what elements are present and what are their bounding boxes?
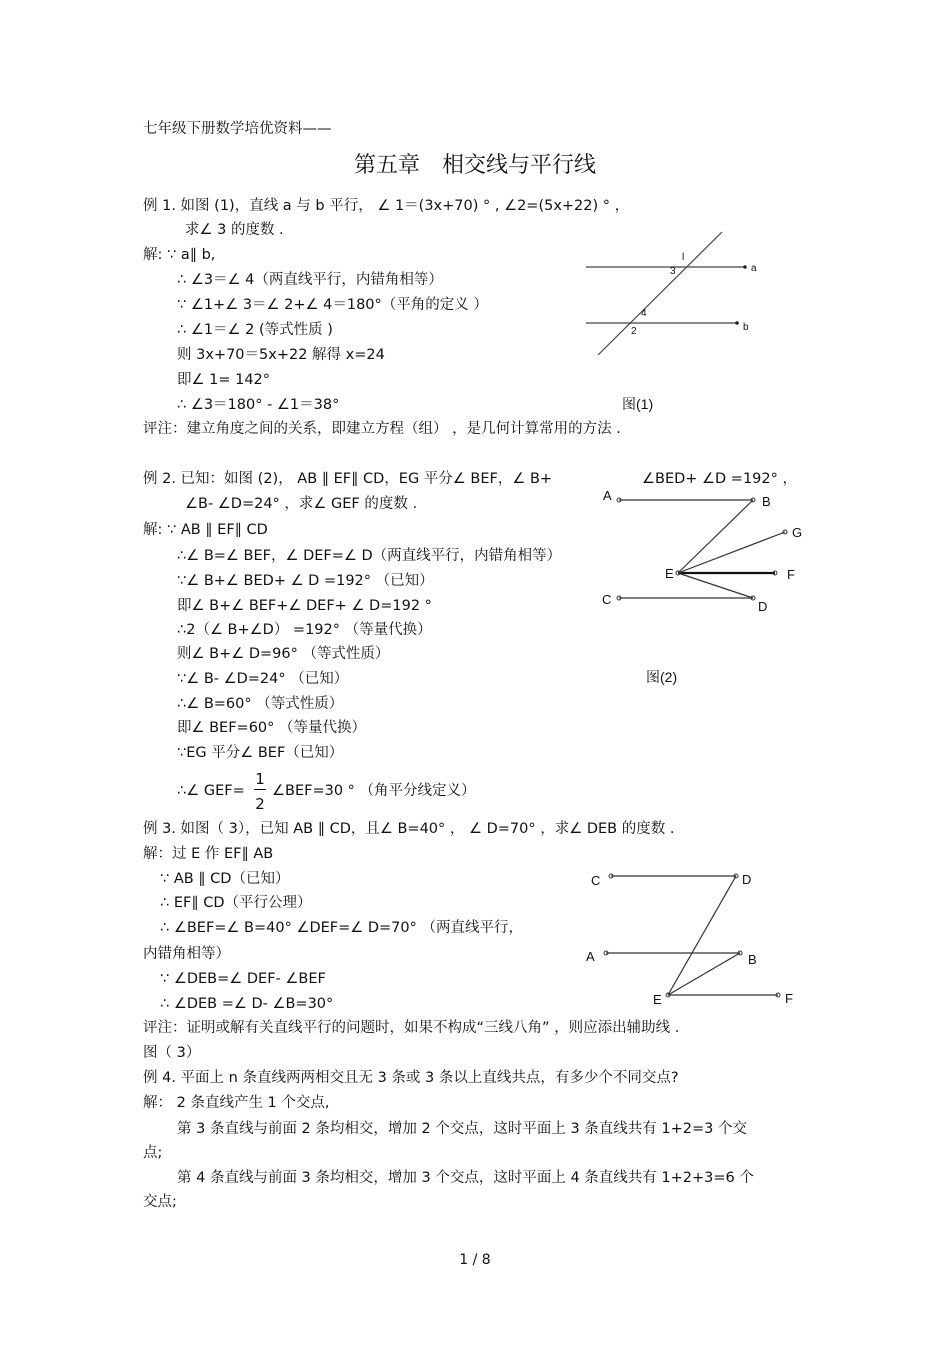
segment-eb: [668, 953, 740, 995]
label-A: A: [586, 949, 595, 964]
text-line: 交点;: [143, 1194, 177, 1210]
fraction-numerator: 1: [255, 770, 265, 788]
fraction-denominator: 2: [255, 795, 265, 813]
text-line: 即∠ 1= 142°: [177, 372, 271, 388]
text-line: ∴ ∠3＝180° - ∠1＝38°: [177, 397, 340, 413]
text-line: 解： 2 条直线产生 1 个交点,: [143, 1095, 330, 1111]
chapter-title: 第五章 相交线与平行线: [353, 153, 596, 178]
text-line: 例 1. 如图 (1)，直线 a 与 b 平行， ∠ 1＝(3x+70) ° , ∠2=(5x+22) ° ，: [143, 198, 630, 214]
text-line: ∴2（∠ B+∠D） =192° （等量代换）: [177, 622, 432, 638]
label-C: C: [591, 873, 601, 888]
text-line: 则∠ B+∠ D=96° （等式性质）: [177, 646, 390, 662]
label-E: E: [653, 992, 662, 1007]
text-line: ∠BED+ ∠D =192° ，: [642, 471, 797, 487]
text-line: ∵∠ B- ∠D=24° （已知）: [177, 671, 349, 687]
label-D: D: [758, 599, 768, 614]
text-line: 即∠ B+∠ BEF+∠ DEF+ ∠ D=192 °: [177, 598, 432, 614]
gef-prefix: ∴∠ GEF=: [177, 783, 245, 799]
label-angle-4: 4: [641, 308, 647, 319]
text-line: 点;: [143, 1145, 163, 1161]
text-line: ∴ ∠3＝∠ 4（两直线平行，内错角相等）: [177, 272, 443, 288]
page-number: 1 / 8: [459, 1252, 491, 1268]
text-line: ∠B- ∠D=24° ，求∠ GEF 的度数 .: [185, 496, 418, 512]
text-line: ∴∠ B=∠ BEF，∠ DEF=∠ D（两直线平行，内错角相等）: [177, 548, 562, 564]
text-line: 例 2. 已知：如图 (2)， AB ∥ EF∥ CD，EG 平分∠ BEF，∠ B+: [143, 471, 553, 487]
text-line: ∴ ∠BEF=∠ B=40° ∠DEF=∠ D=70° （两直线平行，: [160, 920, 523, 936]
text-line: 解: ∵ AB ∥ EF∥ CD: [143, 522, 268, 538]
caption-fig2: 图(2): [646, 669, 678, 685]
text-line: 评注：证明或解有关直线平行的问题时，如果不构成“三线八角” ，则应添出辅助线 .: [143, 1020, 680, 1036]
segment-ed: [668, 876, 736, 995]
label-B: B: [748, 952, 757, 967]
doc-header: 七年级下册数学培优资料——: [143, 121, 332, 137]
text-line: 即∠ BEF=60° （等量代换）: [177, 720, 367, 736]
text-line: 评注：建立角度之间的关系，即建立方程（组） ，是几何计算常用的方法 .: [143, 421, 621, 437]
text-line: 内错角相等）: [143, 946, 230, 962]
text-line: 则 3x+70＝5x+22 解得 x=24: [177, 347, 385, 363]
text-line: 图（ 3）: [143, 1045, 201, 1061]
label-angle-3: 3: [670, 266, 676, 277]
label-l: l: [682, 252, 685, 263]
gef-suffix: ∠BEF=30 ° （角平分线定义）: [272, 783, 476, 799]
label-A: A: [603, 488, 612, 503]
label-G: G: [792, 525, 803, 540]
text-line: 第 3 条直线与前面 2 条均相交，增加 2 个交点，这时平面上 3 条直线共有 1+2=3 个交: [177, 1121, 747, 1137]
text-line: 例 4. 平面上 n 条直线两两相交且无 3 条或 3 条以上直线共点，有多少个不同交点?: [143, 1070, 679, 1086]
text-line: ∵EG 平分∠ BEF（已知）: [177, 745, 344, 761]
caption-fig1: 图(1): [622, 396, 654, 412]
text-line: ∴ ∠DEB =∠ D- ∠B=30°: [160, 996, 334, 1012]
label-D: D: [742, 872, 752, 887]
text-line: 第 4 条直线与前面 3 条均相交，增加 3 个交点，这时平面上 4 条直线共有 1+2+3=6 个: [177, 1170, 754, 1186]
text-line: ∵∠ B+∠ BED+ ∠ D =192° （已知）: [177, 573, 434, 589]
label-a: a: [751, 263, 757, 274]
text-line: ∵ ∠1+∠ 3＝∠ 2+∠ 4＝180°（平角的定义 ）: [177, 297, 488, 313]
text-line: 例 3. 如图（ 3），已知 AB ∥ CD，且∠ B=40° ， ∠ D=70° ，求∠ DEB 的度数 .: [143, 821, 675, 837]
text-line: 求∠ 3 的度数 .: [185, 222, 284, 238]
label-C: C: [602, 592, 612, 607]
label-B: B: [762, 494, 771, 509]
label-b: b: [743, 322, 749, 333]
text-line: ∵ AB ∥ CD（已知）: [160, 871, 290, 887]
text-line: ∴∠ B=60° （等式性质）: [177, 696, 344, 712]
text-line: ∴ ∠1＝∠ 2 (等式性质 ): [177, 322, 333, 338]
text-line: 解: ∵ a∥ b,: [143, 247, 216, 263]
label-E: E: [665, 566, 674, 581]
text-line: ∴ EF∥ CD（平行公理）: [160, 895, 312, 911]
label-angle-2: 2: [631, 326, 637, 337]
label-F: F: [787, 567, 795, 582]
text-line: ∵ ∠DEB=∠ DEF- ∠BEF: [160, 971, 326, 987]
label-F: F: [785, 991, 793, 1006]
text-line: 解：过 E 作 EF∥ AB: [143, 846, 274, 862]
